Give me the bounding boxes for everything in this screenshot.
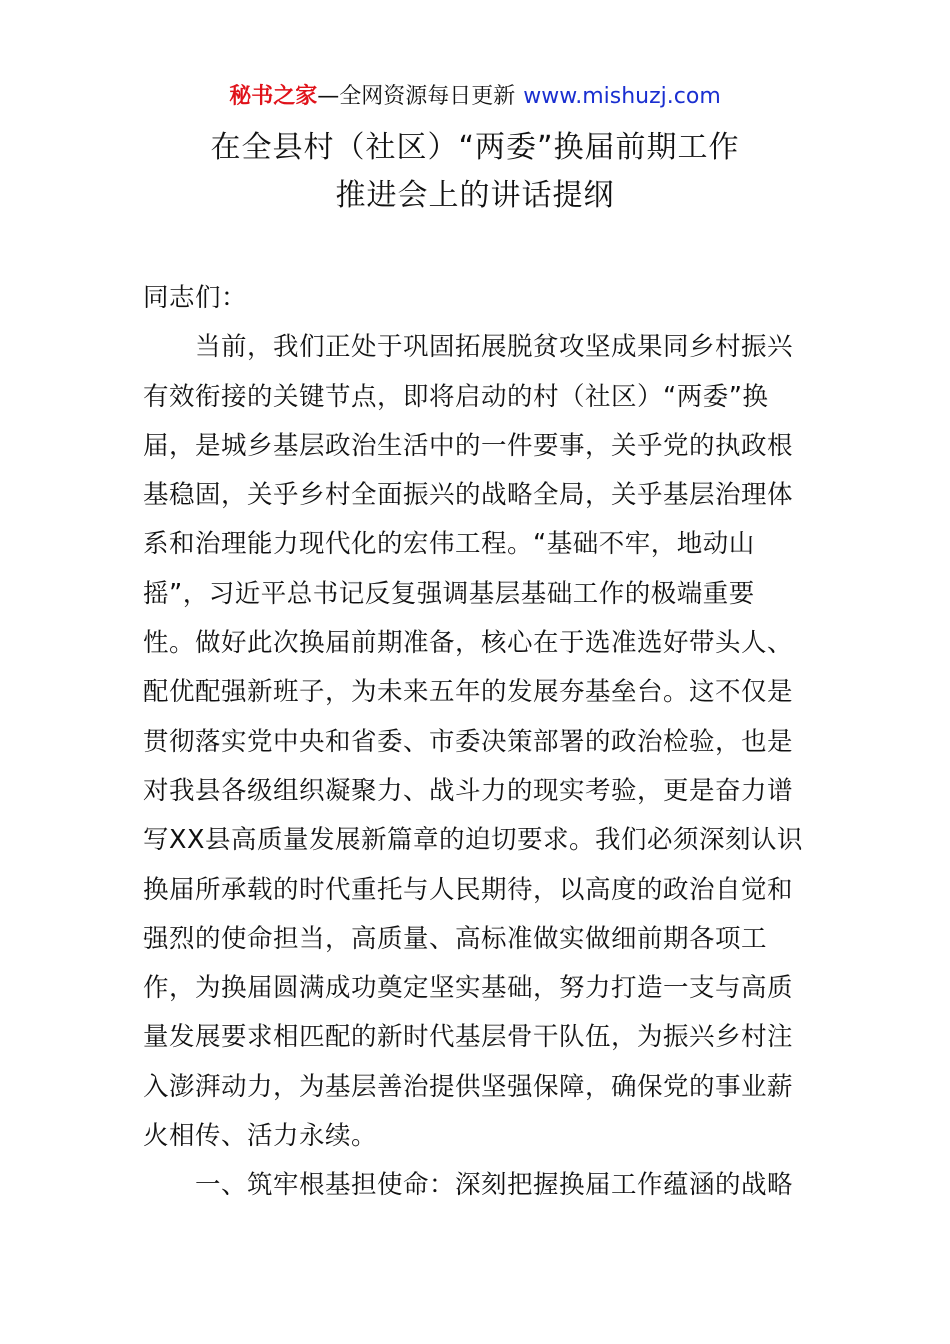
- paragraph-line: 当前，我们正处于巩固拓展脱贫攻坚成果同乡村振兴: [195, 332, 794, 363]
- paragraph-line: 有效衔接的关键节点，即将启动的村（社区）“两委”换: [143, 381, 769, 412]
- document-title: [0, 124, 950, 220]
- paragraph-line: 作，为换届圆满成功奠定坚实基础，努力打造一支与高质: [143, 973, 794, 1004]
- paragraph-line: 写XX县高质量发展新篇章的迫切要求。我们必须深刻认识: [143, 825, 803, 856]
- paragraph-intro: [143, 323, 807, 1161]
- document-body: [143, 274, 807, 1211]
- brand-name: 秘书之家: [229, 84, 318, 109]
- paragraph-line: 换届所承载的时代重托与人民期待，以高度的政治自觉和: [143, 874, 794, 905]
- paragraph-line: 摇”，习近平总书记反复强调基层基础工作的极端重要: [143, 578, 755, 609]
- paragraph-line: 贯彻落实党中央和省委、市委决策部署的政治检验，也是: [143, 726, 794, 757]
- salutation: 同志们：: [143, 283, 248, 313]
- paragraph-line: 配优配强新班子，为未来五年的发展夯基垒台。这不仅是: [143, 677, 794, 708]
- paragraph-line: 性。做好此次换届前期准备，核心在于选准选好带头人、: [143, 628, 794, 659]
- section-1-heading: 一、筑牢根基担使命：深刻把握换届工作蕴涵的战略: [195, 1170, 794, 1201]
- paragraph-line: 火相传、活力永续。: [143, 1121, 378, 1152]
- paragraph-line: 系和治理能力现代化的宏伟工程。“基础不牢，地动山: [143, 529, 755, 560]
- site-header: [0, 82, 950, 112]
- site-tagline: —全网资源每日更新: [317, 84, 516, 109]
- paragraph-line: 届，是城乡基层政治生活中的一件要事，关乎党的执政根: [143, 430, 794, 461]
- paragraph-line: 量发展要求相匹配的新时代基层骨干队伍，为振兴乡村注: [143, 1022, 794, 1053]
- site-url-link[interactable]: www.mishuzj.com: [523, 84, 721, 109]
- paragraph-line: 强烈的使命担当，高质量、高标准做实做细前期各项工: [143, 923, 768, 954]
- paragraph-line: 基稳固，关乎乡村全面振兴的战略全局，关乎基层治理体: [143, 480, 794, 511]
- title-line-1: 在全县村（社区）“两委”换届前期工作: [210, 130, 740, 165]
- title-line-2: 推进会上的讲话提纲: [335, 178, 615, 213]
- paragraph-line: 对我县各级组织凝聚力、战斗力的现实考验，更是奋力谱: [143, 775, 794, 806]
- paragraph-line: 入澎湃动力，为基层善治提供坚强保障，确保党的事业薪: [143, 1071, 794, 1102]
